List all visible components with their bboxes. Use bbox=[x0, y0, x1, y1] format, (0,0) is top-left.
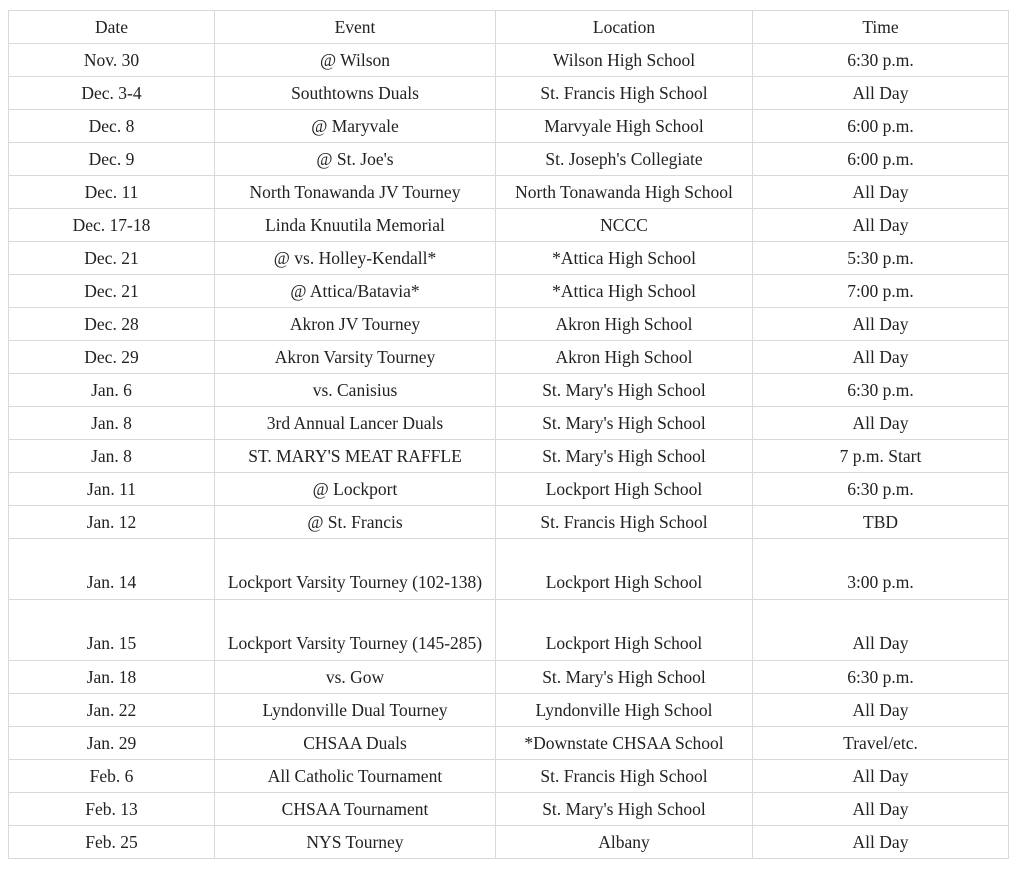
date-cell: Jan. 29 bbox=[9, 727, 215, 760]
date-cell: Jan. 8 bbox=[9, 407, 215, 440]
location-cell: St. Mary's High School bbox=[496, 440, 753, 473]
table-row bbox=[9, 308, 1009, 341]
time-cell: 6:30 p.m. bbox=[753, 374, 1009, 407]
date-cell: Jan. 22 bbox=[9, 694, 215, 727]
table-row bbox=[9, 600, 1009, 661]
date-cell: Feb. 25 bbox=[9, 826, 215, 859]
location-cell: Wilson High School bbox=[496, 44, 753, 77]
location-cell: St. Mary's High School bbox=[496, 374, 753, 407]
event-cell: @ Lockport bbox=[215, 473, 496, 506]
time-cell: 6:30 p.m. bbox=[753, 473, 1009, 506]
time-cell: All Day bbox=[753, 77, 1009, 110]
location-cell: St. Joseph's Collegiate bbox=[496, 143, 753, 176]
time-cell: 3:00 p.m. bbox=[753, 539, 1009, 600]
time-cell: All Day bbox=[753, 176, 1009, 209]
date-cell: Dec. 17-18 bbox=[9, 209, 215, 242]
date-cell: Jan. 12 bbox=[9, 506, 215, 539]
date-cell: Dec. 28 bbox=[9, 308, 215, 341]
table-row bbox=[9, 793, 1009, 826]
date-cell: Dec. 21 bbox=[9, 242, 215, 275]
time-cell: All Day bbox=[753, 209, 1009, 242]
header-event: Event bbox=[215, 11, 496, 44]
table-row bbox=[9, 760, 1009, 793]
date-cell: Jan. 8 bbox=[9, 440, 215, 473]
time-cell: 6:30 p.m. bbox=[753, 661, 1009, 694]
time-cell: All Day bbox=[753, 694, 1009, 727]
location-cell: Lockport High School bbox=[496, 539, 753, 600]
schedule-body bbox=[9, 44, 1009, 859]
date-cell: Dec. 21 bbox=[9, 275, 215, 308]
header-location: Location bbox=[496, 11, 753, 44]
event-cell: vs. Gow bbox=[215, 661, 496, 694]
date-cell: Dec. 3-4 bbox=[9, 77, 215, 110]
table-row bbox=[9, 209, 1009, 242]
header-date: Date bbox=[9, 11, 215, 44]
date-cell: Dec. 11 bbox=[9, 176, 215, 209]
event-cell: @ Attica/Batavia* bbox=[215, 275, 496, 308]
location-cell: St. Mary's High School bbox=[496, 793, 753, 826]
date-cell: Feb. 13 bbox=[9, 793, 215, 826]
location-cell: St. Francis High School bbox=[496, 760, 753, 793]
time-cell: 6:00 p.m. bbox=[753, 143, 1009, 176]
table-row bbox=[9, 374, 1009, 407]
event-cell: ST. MARY'S MEAT RAFFLE bbox=[215, 440, 496, 473]
location-cell: Lockport High School bbox=[496, 600, 753, 661]
location-cell: North Tonawanda High School bbox=[496, 176, 753, 209]
location-cell: *Attica High School bbox=[496, 242, 753, 275]
table-row bbox=[9, 44, 1009, 77]
event-cell: Akron JV Tourney bbox=[215, 308, 496, 341]
event-cell: Lyndonville Dual Tourney bbox=[215, 694, 496, 727]
event-cell: Akron Varsity Tourney bbox=[215, 341, 496, 374]
location-cell: Lockport High School bbox=[496, 473, 753, 506]
event-cell: @ Maryvale bbox=[215, 110, 496, 143]
date-cell: Dec. 8 bbox=[9, 110, 215, 143]
location-cell: St. Mary's High School bbox=[496, 661, 753, 694]
date-cell: Jan. 6 bbox=[9, 374, 215, 407]
location-cell: St. Francis High School bbox=[496, 77, 753, 110]
date-cell: Dec. 29 bbox=[9, 341, 215, 374]
location-cell: St. Mary's High School bbox=[496, 407, 753, 440]
time-cell: All Day bbox=[753, 600, 1009, 661]
time-cell: All Day bbox=[753, 308, 1009, 341]
table-row bbox=[9, 143, 1009, 176]
location-cell: Lyndonville High School bbox=[496, 694, 753, 727]
schedule-table bbox=[8, 10, 1009, 859]
event-cell: Lockport Varsity Tourney (145-285) bbox=[215, 600, 496, 661]
event-cell: Linda Knuutila Memorial bbox=[215, 209, 496, 242]
location-cell: St. Francis High School bbox=[496, 506, 753, 539]
table-row bbox=[9, 242, 1009, 275]
time-cell: All Day bbox=[753, 826, 1009, 859]
table-row bbox=[9, 506, 1009, 539]
time-cell: All Day bbox=[753, 341, 1009, 374]
header-row bbox=[9, 11, 1009, 44]
time-cell: All Day bbox=[753, 760, 1009, 793]
table-row bbox=[9, 176, 1009, 209]
event-cell: CHSAA Tournament bbox=[215, 793, 496, 826]
time-cell: 7 p.m. Start bbox=[753, 440, 1009, 473]
time-cell: TBD bbox=[753, 506, 1009, 539]
event-cell: Southtowns Duals bbox=[215, 77, 496, 110]
location-cell: NCCC bbox=[496, 209, 753, 242]
location-cell: *Downstate CHSAA School bbox=[496, 727, 753, 760]
date-cell: Jan. 14 bbox=[9, 539, 215, 600]
table-row bbox=[9, 110, 1009, 143]
location-cell: Marvyale High School bbox=[496, 110, 753, 143]
event-cell: North Tonawanda JV Tourney bbox=[215, 176, 496, 209]
table-row bbox=[9, 694, 1009, 727]
table-row bbox=[9, 539, 1009, 600]
date-cell: Jan. 11 bbox=[9, 473, 215, 506]
time-cell: 5:30 p.m. bbox=[753, 242, 1009, 275]
date-cell: Feb. 6 bbox=[9, 760, 215, 793]
time-cell: 7:00 p.m. bbox=[753, 275, 1009, 308]
location-cell: *Attica High School bbox=[496, 275, 753, 308]
table-row bbox=[9, 341, 1009, 374]
date-cell: Nov. 30 bbox=[9, 44, 215, 77]
event-cell: @ St. Francis bbox=[215, 506, 496, 539]
time-cell: 6:00 p.m. bbox=[753, 110, 1009, 143]
event-cell: All Catholic Tournament bbox=[215, 760, 496, 793]
table-row bbox=[9, 77, 1009, 110]
event-cell: 3rd Annual Lancer Duals bbox=[215, 407, 496, 440]
event-cell: @ vs. Holley-Kendall* bbox=[215, 242, 496, 275]
time-cell: All Day bbox=[753, 407, 1009, 440]
table-row bbox=[9, 440, 1009, 473]
time-cell: All Day bbox=[753, 793, 1009, 826]
event-cell: @ St. Joe's bbox=[215, 143, 496, 176]
location-cell: Akron High School bbox=[496, 308, 753, 341]
header-time: Time bbox=[753, 11, 1009, 44]
table-row bbox=[9, 275, 1009, 308]
event-cell: Lockport Varsity Tourney (102-138) bbox=[215, 539, 496, 600]
table-row bbox=[9, 407, 1009, 440]
table-row bbox=[9, 473, 1009, 506]
event-cell: @ Wilson bbox=[215, 44, 496, 77]
date-cell: Jan. 15 bbox=[9, 600, 215, 661]
table-row bbox=[9, 826, 1009, 859]
event-cell: vs. Canisius bbox=[215, 374, 496, 407]
date-cell: Jan. 18 bbox=[9, 661, 215, 694]
table-row bbox=[9, 661, 1009, 694]
event-cell: NYS Tourney bbox=[215, 826, 496, 859]
time-cell: Travel/etc. bbox=[753, 727, 1009, 760]
date-cell: Dec. 9 bbox=[9, 143, 215, 176]
event-cell: CHSAA Duals bbox=[215, 727, 496, 760]
location-cell: Albany bbox=[496, 826, 753, 859]
time-cell: 6:30 p.m. bbox=[753, 44, 1009, 77]
location-cell: Akron High School bbox=[496, 341, 753, 374]
table-row bbox=[9, 727, 1009, 760]
